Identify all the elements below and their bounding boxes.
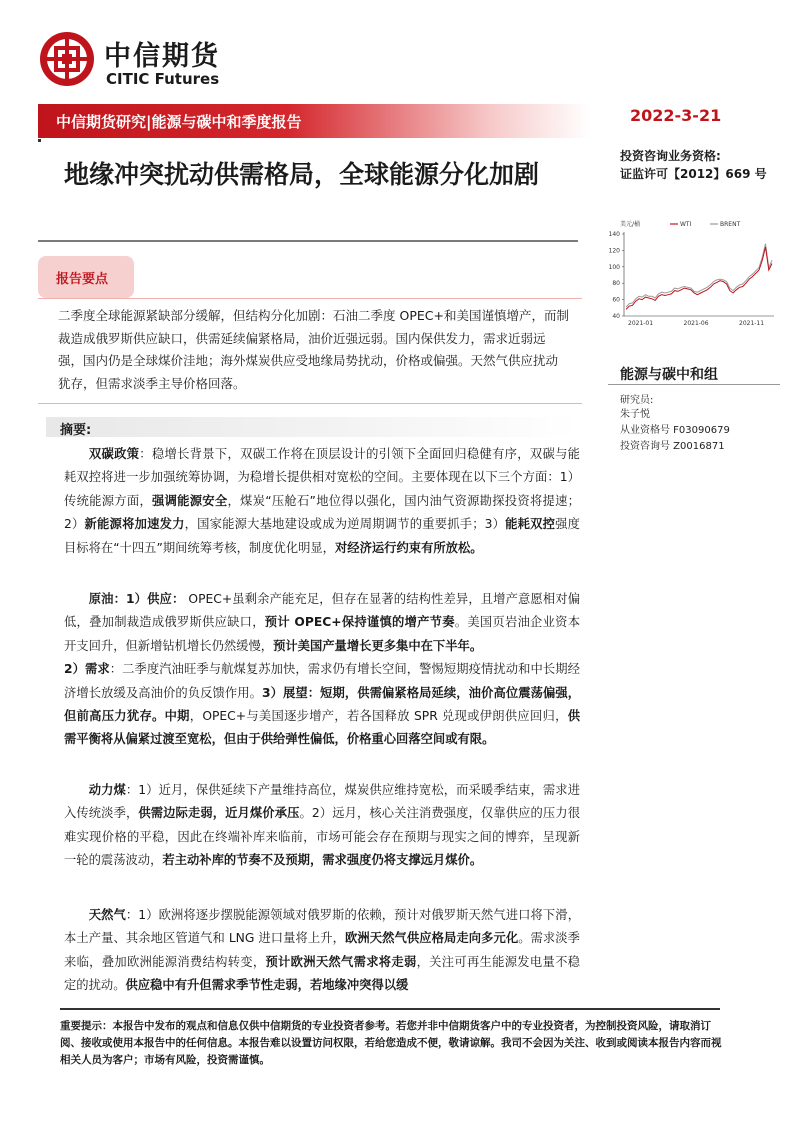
- series-line-wti: [626, 247, 772, 309]
- analyst-name: 朱子悦: [620, 409, 650, 420]
- para-emphasis: 对经济运行约束有所放松。: [334, 540, 483, 555]
- brand-logo: [38, 30, 258, 92]
- qualification-label: 投资咨询业务资格:: [620, 149, 721, 163]
- report-date: 2022-3-21: [630, 106, 722, 125]
- summary-heading-bar: [46, 417, 578, 437]
- para-text: 强度目标将在“十四五”期间统筹考核，制度优化明显，: [64, 517, 580, 555]
- y-tick-label: 120: [608, 247, 620, 255]
- para-text: 。2）远月，核心关注消费强度，仅靠供应的压力很难实现价格的平稳，因此在终端补库来临前，市场可能会存在预期与现实之间的博弈，呈现新一轮的震荡波动，: [64, 806, 580, 868]
- legend-label-wti: WTI: [680, 221, 692, 228]
- para-text: ，煤炭“压舱石”地位得以强化，国内油气资源勘探投资将提速；2）: [64, 493, 580, 532]
- x-tick-label: 2021-06: [683, 320, 709, 327]
- para-emphasis: 2）需求: [64, 662, 110, 677]
- qualification-license: 证监许可【2012】669 号: [620, 167, 767, 181]
- summary-title: 摘要:: [60, 423, 92, 438]
- para-emphasis: 欧洲天然气供应格局走向多元化: [344, 931, 519, 946]
- chart-y-label: 美元/桶: [620, 221, 641, 228]
- report-title: 地缘冲突扰动供需格局，全球能源分化加剧: [64, 160, 540, 189]
- footer-divider: [60, 1008, 720, 1010]
- y-tick-label: 100: [608, 263, 620, 271]
- para-lead: 天然气: [88, 908, 126, 922]
- legend-label-brent: BRENT: [720, 221, 741, 228]
- x-tick-label: 2021-01: [628, 320, 654, 327]
- y-tick-label: 80: [612, 280, 620, 288]
- key-points-box: [38, 298, 582, 404]
- para-lead: 双碳政策: [88, 447, 140, 461]
- para-emphasis: 能耗双控: [505, 517, 556, 532]
- para-text: ：1）近月，保供延续下产量维持高位，煤炭供应维持宽松，而采暖季结束，需求进入传统淡季，: [64, 783, 580, 821]
- para-emphasis: 预计欧洲天然气需求将走弱: [265, 954, 417, 969]
- analyst-role: 研究员:: [620, 395, 654, 406]
- para-text: ，OPEC+与美国逐步增产，若各国释放 SPR 兑现或伊朗供应回归，: [189, 709, 568, 724]
- chart-y-ticks: [609, 231, 624, 320]
- para-lead: 原油：1）供应：: [88, 592, 185, 606]
- team-title: 能源与碳中和组: [620, 367, 718, 383]
- y-tick-label: 40: [612, 313, 620, 320]
- para-emphasis: 预计 OPEC+保持谨慎的增产节奏: [264, 615, 455, 630]
- para-lead: 动力煤: [88, 783, 126, 797]
- x-tick-label: 2021-11: [739, 320, 765, 327]
- key-points-label: 报告要点: [56, 272, 109, 287]
- paragraph-thermal-coal: [64, 779, 580, 873]
- decor-dot: [38, 139, 41, 142]
- analyst-license-advisory: 投资咨询号 Z0016871: [620, 441, 725, 452]
- para-text: ，关注可再生能源发电量不稳定的扰动。: [64, 954, 580, 993]
- para-text: ，国家能源大基地建设或成为逆周期调节的重要抓手；3）: [184, 517, 506, 532]
- para-text: ：稳增长背景下，双碳工作将在顶层设计的引领下全面回归稳健有序，双碳与能耗双控将进一步加强统筹协调，为稳增长提供相对宽松的空间。主要体现在以下三个方面：1）传统能源方面，: [64, 447, 580, 508]
- para-text: ：1）欧洲将逐步摆脱能源领域对俄罗斯的依赖，预计对俄罗斯天然气进口将下滑，本土产量、其余地区管道气和 LNG 进口量将上升，: [64, 908, 580, 946]
- y-tick-label: 60: [612, 296, 620, 304]
- para-text: 。需求淡季来临，叠加欧洲能源消费结构转变，: [64, 931, 580, 969]
- para-text: OPEC+虽剩余产能充足，但存在显著的结构性差异，且增产意愿相对偏低，叠加制裁造成俄罗斯供应缺口，: [64, 592, 581, 630]
- brand-name-cn: 中信期货: [104, 41, 220, 72]
- para-emphasis: 供需平衡将从偏紧过渡至宽松，但由于供给弹性偏低，价格重心回落空间或有限。: [64, 709, 580, 747]
- analyst-license-qualification: 从业资格号 F03090679: [620, 425, 730, 436]
- para-text: ：二季度汽油旺季与航煤复苏加快，需求仍有增长空间，警惕短期疫情扰动和中长期经济增长放缓及高油价的负反馈作用。: [64, 662, 580, 700]
- paragraph-natural-gas: [64, 904, 580, 998]
- chart-x-ticks: [628, 320, 764, 327]
- para-text: 。美国页岩油企业资本开支回升，但新增钻机增长仍然缓慢，: [64, 615, 580, 653]
- para-emphasis: 供应稳中有升但需求季节性走弱，若地缘冲突得以缓: [125, 978, 409, 993]
- disclaimer-text: 重要提示：本报告中发布的观点和信息仅供中信期货的专业投资者参考。若您并非中信期货客户中的专业投资者，为控制投资风险，请取消订阅、接收或使用本报告中的任何信息。本报告难以设置访问权限，若给您造成不便，敬请谅解。我司不会因为关注、收到或阅读本报告内容而视相关人员为客户；市场有风险，投资需谨慎。: [60, 1020, 722, 1066]
- report-series-banner: [38, 104, 590, 138]
- para-emphasis: 供需边际走弱，近月煤价承压: [138, 806, 300, 821]
- citic-logo-icon: [38, 30, 96, 88]
- para-emphasis: 若主动补库的节奏不及预期，需求强度仍将支撑远月煤价。: [162, 853, 483, 868]
- team-divider: [608, 384, 780, 385]
- banner-text: 中信期货研究|能源与碳中和季度报告: [56, 113, 302, 131]
- para-emphasis: 新能源将加速发力: [84, 517, 185, 532]
- brand-name-en: CITIC Futures: [106, 70, 220, 88]
- title-divider: [38, 240, 578, 242]
- para-emphasis: 强调能源安全: [152, 493, 228, 508]
- para-emphasis: 预计美国产量增长更多集中在下半年。: [273, 638, 483, 653]
- chart-legend: [670, 221, 741, 228]
- key-points-tag: [38, 256, 134, 298]
- key-points-text: 二季度全球能源紧缺部分缓解，但结构分化加剧：石油二季度 OPEC+和美国谨慎增产，而制裁造成俄罗斯供应缺口，供需延续偏紧格局，油价近强远弱。国内保供发力，需求近弱远强，国内仍是全球煤价洼地；海外煤炭供应受地缘局势扰动，价格或偏强。天然气供应扰动犹存，但需求淡季主导价格回落。: [58, 308, 569, 391]
- paragraph-crude-oil: [64, 588, 580, 752]
- para-emphasis: 3）展望：短期，供需偏紧格局延续，油价高位震荡偏强，但前高压力犹存。中期: [64, 685, 580, 724]
- y-tick-label: 140: [608, 231, 620, 238]
- oil-price-chart: [606, 212, 786, 340]
- paragraph-carbon-policy: [64, 443, 580, 560]
